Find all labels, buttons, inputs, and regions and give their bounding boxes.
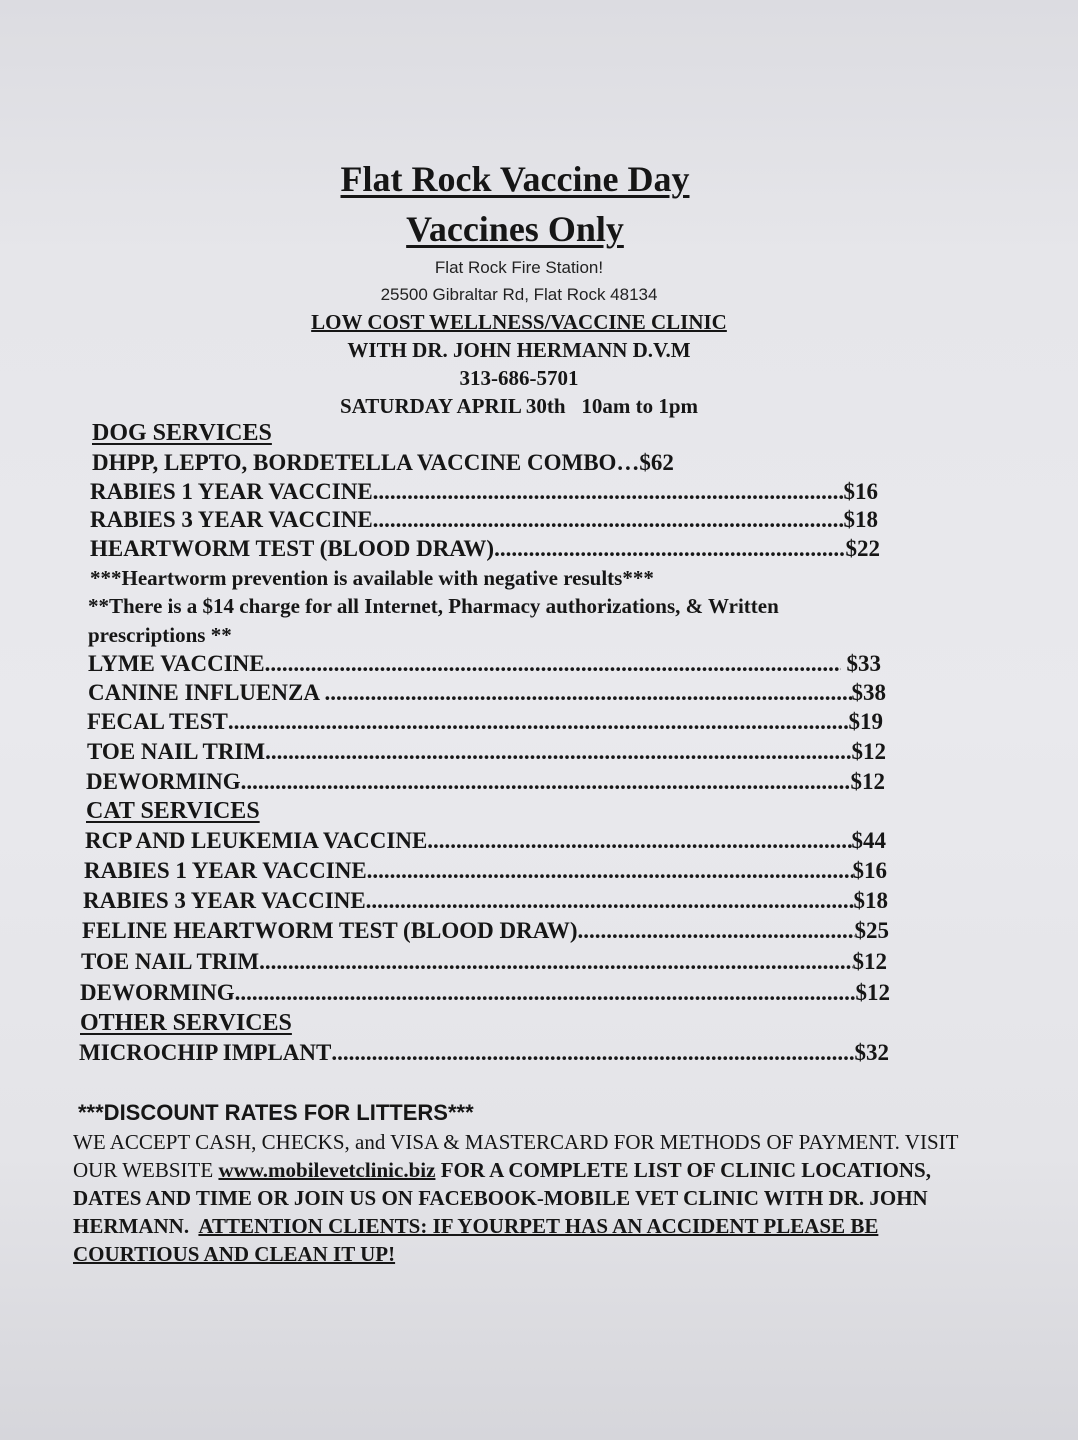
- price-row: [87, 739, 886, 765]
- price-row: [85, 828, 886, 854]
- service-label: DEWORMING: [86, 769, 241, 794]
- service-price: $32: [854, 1040, 889, 1065]
- heartworm-note: ***Heartworm prevention is available with negative results***: [90, 566, 654, 590]
- leader-dots: [265, 739, 851, 765]
- service-price: $38: [851, 680, 886, 705]
- price-row: [88, 651, 881, 677]
- leader-dots: [331, 1040, 854, 1066]
- price-row: [84, 858, 887, 884]
- price-row: [83, 888, 888, 914]
- price-row: [90, 479, 878, 505]
- service-price: $25: [854, 918, 889, 943]
- phone-number: 313-686-5701: [459, 366, 579, 390]
- footer-text: WE ACCEPT CASH, CHECKS, and VISA & MASTERCARD FOR METHODS OF PAYMENT. VISIT OUR WEBSITE: [73, 1130, 959, 1182]
- leader-dots: [427, 828, 851, 854]
- leader-dots: [366, 888, 854, 914]
- leader-dots: [373, 479, 844, 505]
- leader-dots: [241, 769, 851, 795]
- website-link[interactable]: www.mobilevetclinic.biz: [218, 1158, 436, 1182]
- service-price: $12: [850, 769, 885, 794]
- attention-notice: ATTENTION CLIENTS: IF YOURPET HAS AN ACCIDENT PLEASE BE COURTIOUS AND CLEAN IT UP!: [73, 1214, 879, 1266]
- service-label: RABIES 3 YEAR VACCINE: [83, 888, 366, 913]
- leader-dots: [367, 858, 853, 884]
- leader-dots: [265, 651, 841, 677]
- charge-note-cont: prescriptions **: [88, 623, 232, 647]
- price-row: [86, 769, 885, 795]
- service-price: $12: [855, 980, 890, 1005]
- service-label: DEWORMING: [80, 980, 235, 1005]
- leader-dots: [235, 980, 856, 1006]
- service-price: $19: [848, 709, 883, 734]
- venue-address: 25500 Gibraltar Rd, Flat Rock 48134: [380, 285, 658, 304]
- price-row: [90, 507, 878, 533]
- service-label: RABIES 1 YEAR VACCINE: [90, 479, 373, 504]
- payment-footer: [73, 1128, 983, 1268]
- price-row: [90, 536, 880, 562]
- leader-dots: [494, 536, 845, 562]
- flyer-title: Flat Rock Vaccine Day: [340, 159, 690, 199]
- leader-dots: [259, 949, 852, 975]
- venue-name: Flat Rock Fire Station!: [434, 258, 604, 277]
- service-label: MICROCHIP IMPLANT: [79, 1040, 332, 1065]
- footer-text: FOR A COMPLETE LIST OF CLINIC LOCATIONS, DATES AND TIME OR JOIN US ON FACEBOOK-MOBILE VET CLINIC WITH DR. JOHN HERMANN.: [73, 1158, 937, 1238]
- discount-note: ***DISCOUNT RATES FOR LITTERS***: [78, 1100, 474, 1125]
- leader-dots: [324, 680, 851, 706]
- leader-dots: [373, 507, 844, 533]
- service-label: FECAL TEST: [87, 709, 228, 734]
- service-price: $18: [843, 507, 878, 532]
- leader-dots: [577, 918, 854, 944]
- service-label: LYME VACCINE: [88, 651, 265, 676]
- service-label: HEARTWORM TEST (BLOOD DRAW): [90, 536, 495, 561]
- price-row: [87, 709, 883, 735]
- service-price: $18: [853, 888, 888, 913]
- leader-dots: [228, 709, 849, 735]
- service-label: FELINE HEARTWORM TEST (BLOOD DRAW): [82, 918, 578, 943]
- service-label: RCP AND LEUKEMIA VACCINE: [85, 828, 428, 853]
- service-price: $12: [851, 739, 886, 764]
- service-price: $16: [852, 858, 887, 883]
- other-services-heading: OTHER SERVICES: [80, 1010, 292, 1036]
- charge-note: **There is a $14 charge for all Internet, Pharmacy authorizations, & Written: [88, 594, 779, 618]
- service-price: $12: [852, 949, 887, 974]
- event-date-time: SATURDAY APRIL 30th 10am to 1pm: [339, 394, 698, 418]
- clinic-name: LOW COST WELLNESS/VACCINE CLINIC: [311, 310, 727, 334]
- service-price: $44: [851, 828, 886, 853]
- flyer-subtitle: Vaccines Only: [406, 209, 624, 249]
- price-row: [80, 980, 890, 1006]
- price-row: [79, 1040, 889, 1066]
- service-price: $22: [845, 536, 880, 561]
- service-label: TOE NAIL TRIM: [87, 739, 266, 764]
- service-label: CANINE INFLUENZA: [88, 680, 325, 705]
- dog-combo-line: DHPP, LEPTO, BORDETELLA VACCINE COMBO…$62: [92, 450, 674, 475]
- price-row: [82, 918, 889, 944]
- price-row: [88, 680, 886, 706]
- service-label: RABIES 3 YEAR VACCINE: [90, 507, 373, 532]
- service-label: RABIES 1 YEAR VACCINE: [84, 858, 367, 883]
- service-price: $16: [843, 479, 878, 504]
- service-price: $33: [840, 651, 881, 676]
- price-row: [81, 949, 887, 975]
- dog-services-heading: DOG SERVICES: [92, 420, 272, 446]
- doctor-name: WITH DR. JOHN HERMANN D.V.M: [347, 338, 691, 362]
- cat-services-heading: CAT SERVICES: [86, 798, 260, 824]
- service-label: TOE NAIL TRIM: [81, 949, 260, 974]
